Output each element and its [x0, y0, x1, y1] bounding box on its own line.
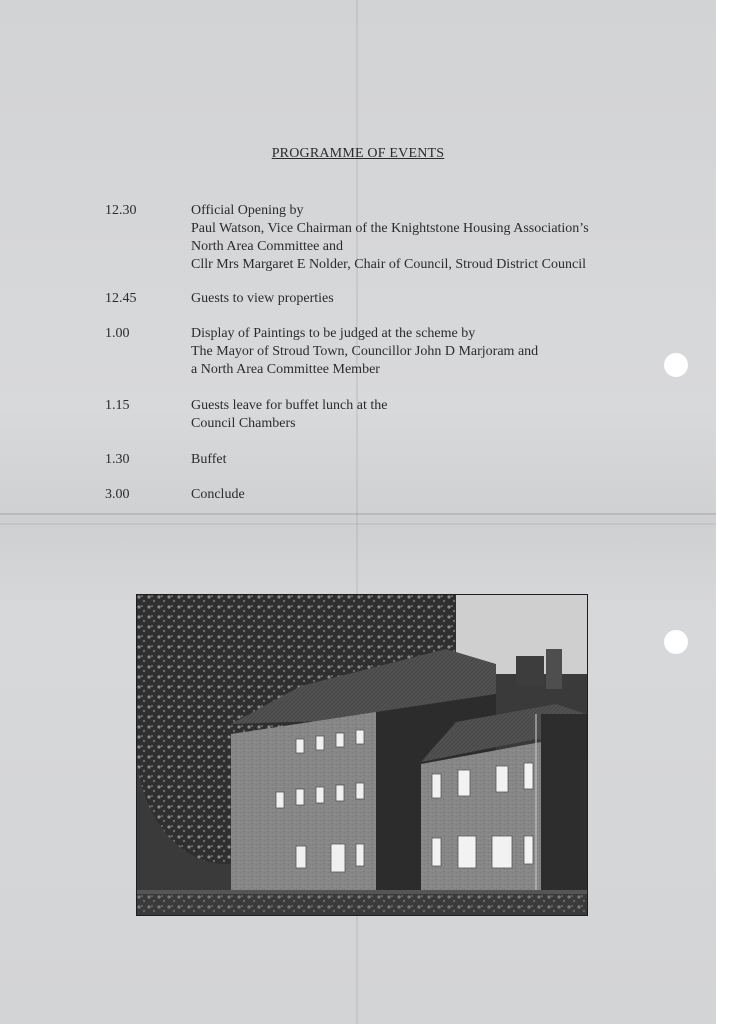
event-time: 1.30 — [105, 452, 130, 467]
event-description — [191, 397, 661, 433]
event-time: 12.45 — [105, 291, 137, 306]
event-line: Paul Watson, Vice Chairman of the Knightstone Housing Association’s — [191, 221, 589, 236]
event-time: 12.30 — [105, 203, 137, 218]
event-description — [191, 202, 661, 274]
event-time: 3.00 — [105, 487, 130, 502]
event-description — [191, 290, 661, 308]
event-description — [191, 486, 661, 504]
event-description — [191, 325, 661, 379]
housing-photo — [136, 594, 588, 916]
event-time: 1.00 — [105, 326, 130, 341]
event-line: The Mayor of Stroud Town, Councillor John D Marjoram and — [191, 344, 539, 359]
punch-hole — [664, 630, 688, 654]
fold-line — [0, 513, 716, 515]
event-line: Guests to view properties — [191, 291, 334, 306]
event-line: Cllr Mrs Margaret E Nolder, Chair of Council, Stroud District Council — [191, 257, 587, 272]
event-line: Guests leave for buffet lunch at the — [191, 398, 388, 413]
event-line: Council Chambers — [191, 416, 296, 431]
event-line: North Area Committee and — [191, 239, 344, 254]
event-line: Display of Paintings to be judged at the scheme by — [191, 326, 476, 341]
event-line: Buffet — [191, 452, 227, 467]
event-line: Conclude — [191, 487, 245, 502]
event-line: Official Opening by — [191, 203, 304, 218]
event-line: a North Area Committee Member — [191, 362, 380, 377]
event-description — [191, 451, 661, 469]
fold-line — [0, 523, 716, 525]
page-title: PROGRAMME OF EVENTS — [271, 146, 445, 161]
event-time: 1.15 — [105, 398, 130, 413]
punch-hole — [664, 353, 688, 377]
